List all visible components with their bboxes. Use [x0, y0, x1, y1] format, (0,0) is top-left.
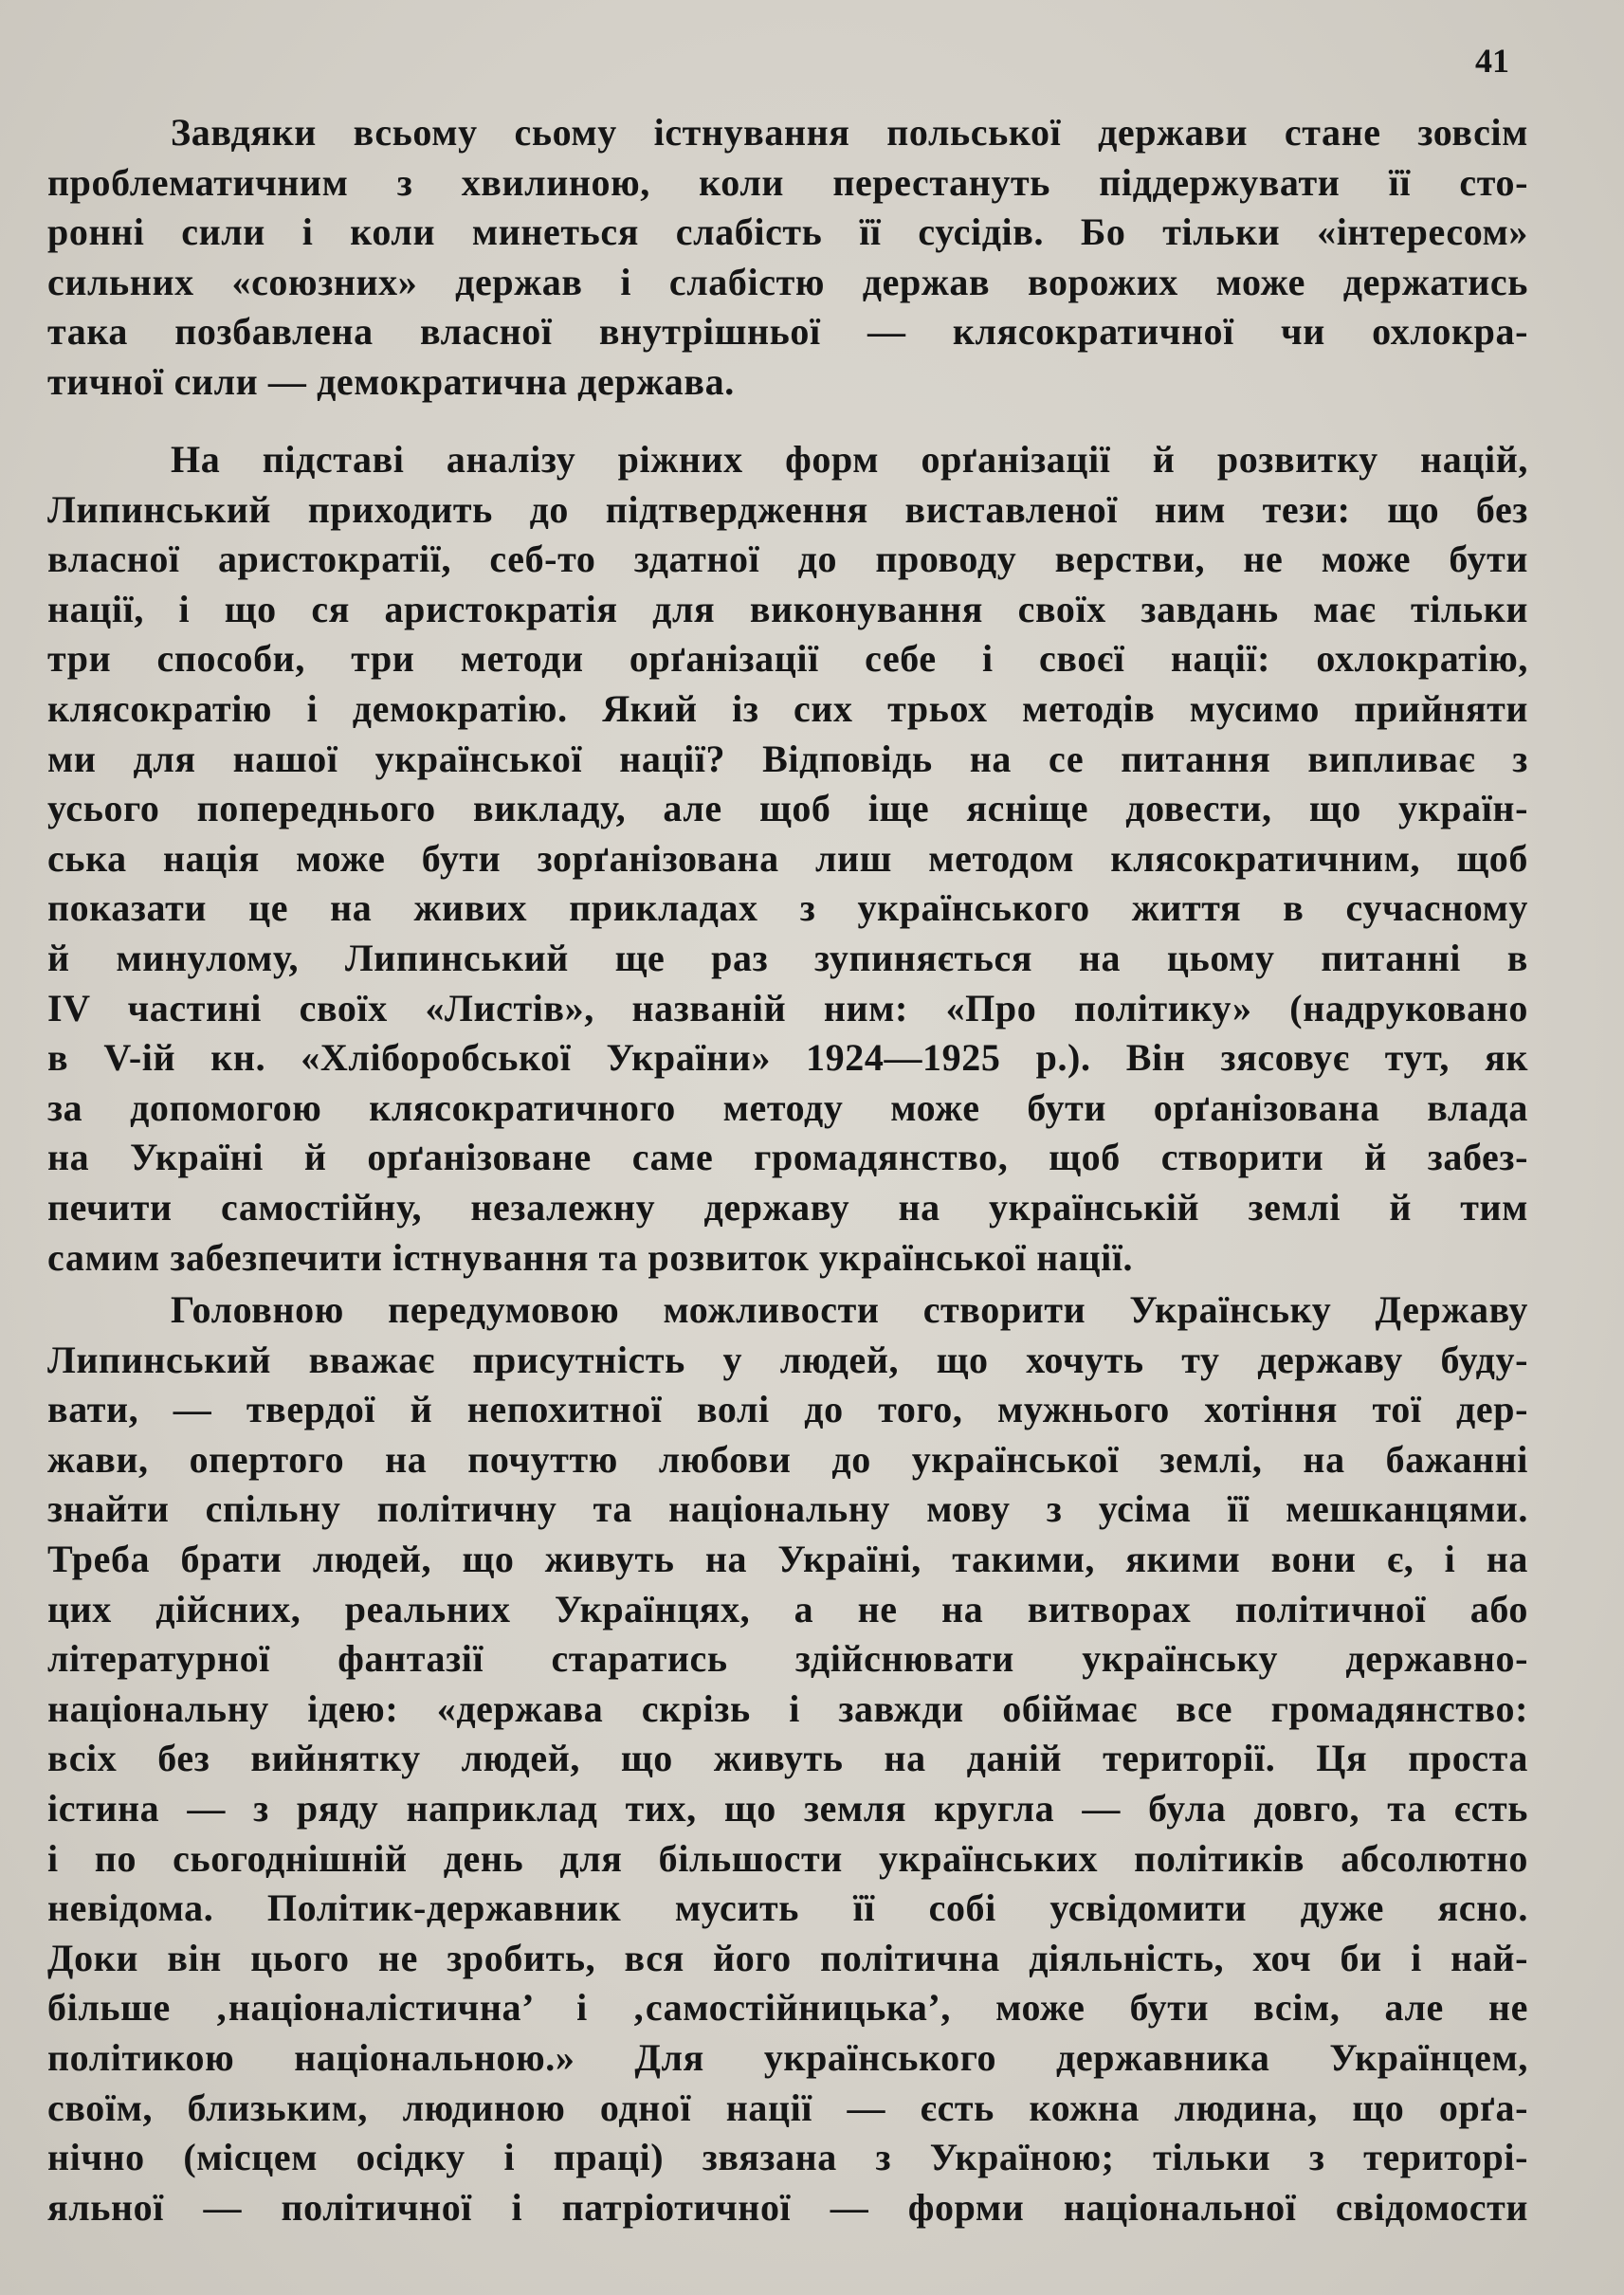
- text-line: тичної сили — демократична держава.: [47, 359, 735, 403]
- text-line: яльної — політичної і патріотичної — форми національної свідомости: [47, 2185, 1528, 2229]
- text-line: така позбавлена власної внутрішньої — клясократичної чи охлокра-: [47, 310, 1528, 354]
- text-line: вати, — твердої й непохитної волі до того, мужнього хотіння тої дер-: [47, 1388, 1528, 1431]
- text-line: показати це на живих прикладах з українського життя в сучасному: [47, 886, 1528, 930]
- text-line: і по сьогоднішній день для більшости українських політиків абсолютно: [47, 1836, 1528, 1880]
- text-line: на Україні й орґанізоване саме громадянство, щоб створити й забез-: [47, 1136, 1528, 1179]
- text-line: літературної фантазії старатись здійснювати українську державно-: [47, 1637, 1528, 1681]
- text-line: істина — з ряду наприклад тих, що земля кругла — була довго, та єсть: [47, 1786, 1528, 1830]
- text-line: нічно (місцем осідку і праці) звязана з Україною; тільки з територі-: [47, 2136, 1528, 2179]
- text-line: жави, опертого на почуттю любови до української землі, на бажанні: [47, 1437, 1528, 1481]
- text-line: своїм, близьким, людиною одної нації — єсть кожна людина, що орґа-: [47, 2086, 1528, 2129]
- text-line: цих дійсних, реальних Українцях, а не на витворах політичної або: [47, 1587, 1528, 1630]
- text-line: більше ‚націоналістична’ і ‚самостійницька’, може бути всім, але не: [47, 1986, 1528, 2030]
- text-line: ми для нашої української нації? Відповідь на се питання випливає з: [47, 737, 1528, 780]
- text-line: Головною передумовою можливости створити Українську Державу: [171, 1288, 1528, 1331]
- text-line: ронні сили і коли минеться слабість її сусідів. Бо тільки «інтересом»: [47, 210, 1528, 254]
- text-line: самим забезпечити істнування та розвиток української нації.: [47, 1235, 1134, 1279]
- text-line: в V-ій кн. «Хліборобської України» 1924—1925 р.). Він зясовує тут, як: [47, 1036, 1528, 1080]
- text-line: знайти спільну політичну та національну мову з усіма її мешканцями.: [47, 1487, 1528, 1531]
- text-line: IV частині своїх «Листів», названій ним: «Про політику» (надруковано: [47, 986, 1528, 1029]
- text-line: проблематичним з хвилиною, коли перестануть піддержувати її сто-: [47, 160, 1528, 204]
- text-line: На підставі аналізу ріжних форм орґанізації й розвитку націй,: [171, 438, 1528, 481]
- text-line: нації, і що ся аристократія для виконування своїх завдань має тільки: [47, 587, 1528, 630]
- paragraph-1: [47, 108, 1528, 408]
- text-line: Треба брати людей, що живуть на Україні, такими, якими вони є, і на: [47, 1537, 1528, 1580]
- text-line: всіх без вийнятку людей, що живуть на даній території. Ця проста: [47, 1737, 1528, 1780]
- text-line: Завдяки всьому сьому істнування польської держави стане зовсім: [171, 111, 1528, 154]
- text-line: власної аристократії, себ-то здатної до проводу верстви, не може бути: [47, 537, 1528, 581]
- text-line: політикою національною.» Для українського державника Українцем,: [47, 2035, 1528, 2079]
- text-line: національну ідею: «держава скрізь і завжди обіймає все громадянство:: [47, 1686, 1528, 1730]
- text-line: усього попереднього викладу, але щоб іще ясніще довести, що україн-: [47, 787, 1528, 830]
- text-line: три способи, три методи орґанізації себе і своєї нації: охлократію,: [47, 637, 1528, 681]
- text-line: за допомогою клясократичного методу може бути орґанізована влада: [47, 1085, 1528, 1129]
- text-line: Липинський приходить до підтвердження виставленої ним тези: що без: [47, 487, 1528, 531]
- text-line: Доки він цього не зробить, вся його політична діяльність, хоч би і най-: [47, 1936, 1528, 1979]
- text-line: сильних «союзних» держав і слабістю держав ворожих може держатись: [47, 260, 1528, 303]
- page-number: 41: [1475, 42, 1509, 80]
- paragraph-3: [47, 1285, 1528, 2232]
- text-line: ська нація може бути зорґанізована лиш методом клясократичним, щоб: [47, 836, 1528, 880]
- text-line: печити самостійну, незалежну державу на українській землі й тим: [47, 1185, 1528, 1229]
- text-line: Липинський вважає присутність у людей, що хочуть ту державу буду-: [47, 1338, 1528, 1381]
- text-line: невідома. Політик-державник мусить її собі усвідомити дуже ясно.: [47, 1886, 1528, 1930]
- text-line: й минулому, Липинський ще раз зупиняється на цьому питанні в: [47, 936, 1528, 979]
- text-line: клясократію і демократію. Який із сих трьох методів мусимо прийняти: [47, 686, 1528, 730]
- paragraph-2: [47, 435, 1528, 1283]
